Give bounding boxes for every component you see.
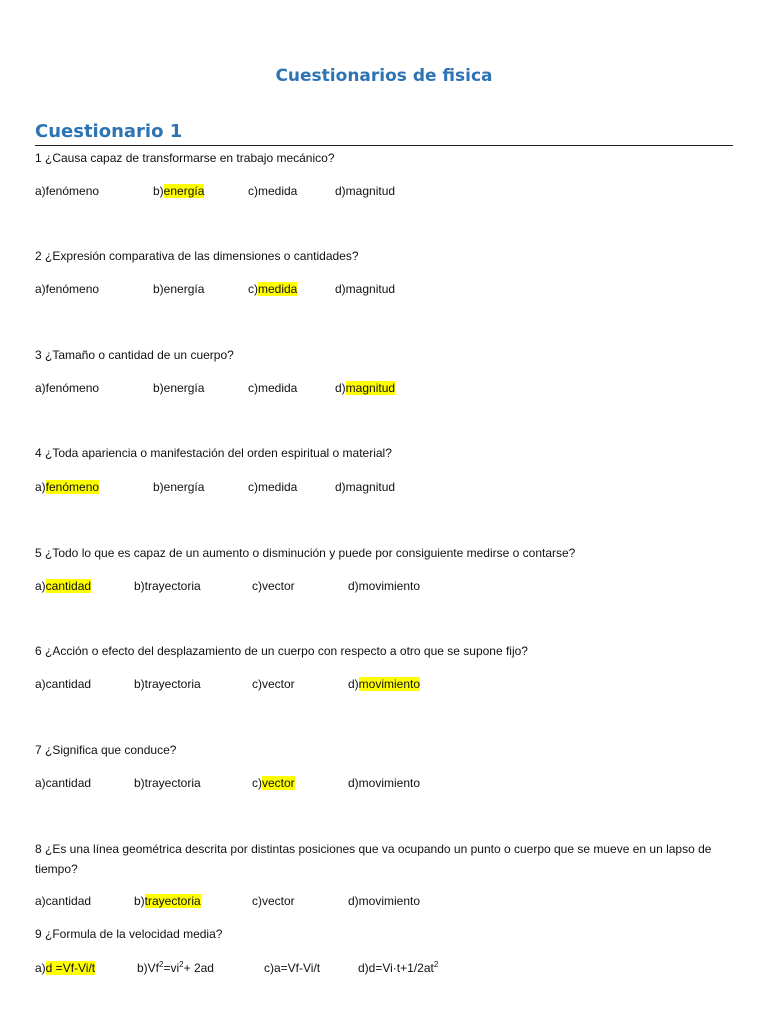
option-a[interactable]: a)cantidad [35,776,92,790]
question-6-options [0,674,768,694]
question-5-options [0,576,768,596]
highlighted-answer: magnitud [345,381,396,395]
option-b[interactable]: b)trayectoria [134,894,201,908]
option-d[interactable]: d)movimiento [348,677,421,691]
option-a[interactable]: a)d =Vf-Vi/t [35,961,96,975]
option-a[interactable]: a)cantidad [35,894,92,908]
option-c[interactable]: c)vector [252,579,295,593]
question-2-text: 2 ¿Expresión comparativa de las dimensiones o cantidades? [35,249,359,263]
option-a[interactable]: a)cantidad [35,677,92,691]
option-c[interactable]: c)medida [248,381,298,395]
option-a[interactable]: a)fenómeno [35,184,100,198]
highlighted-answer: medida [258,282,298,296]
option-b[interactable]: b)trayectoria [134,776,201,790]
question-6-text: 6 ¿Acción o efecto del desplazamiento de un cuerpo con respecto a otro que se supone fijo? [35,644,528,658]
option-a[interactable]: a)fenómeno [35,480,100,494]
document-title: Cuestionarios de fisica [275,66,493,86]
option-d[interactable]: d)movimiento [348,894,421,908]
option-c[interactable]: c)medida [248,184,298,198]
option-d[interactable]: d)magnitud [335,480,396,494]
question-3-text: 3 ¿Tamaño o cantidad de un cuerpo? [35,348,234,362]
option-c[interactable]: c)medida [248,480,298,494]
option-c[interactable]: c)medida [248,282,298,296]
option-b[interactable]: b)trayectoria [134,677,201,691]
question-1-options [0,181,768,201]
question-7-options [0,773,768,793]
option-a[interactable]: a)fenómeno [35,282,100,296]
highlighted-answer: fenómeno [45,480,100,494]
option-d[interactable]: d)magnitud [335,381,396,395]
question-1-text: 1 ¿Causa capaz de transformarse en trabajo mecánico? [35,151,335,165]
question-3-options [0,378,768,398]
option-b[interactable]: b)energía [153,282,205,296]
option-c[interactable]: c)vector [252,894,295,908]
question-9-options [0,958,768,978]
question-4-text: 4 ¿Toda apariencia o manifestación del orden espiritual o material? [35,446,392,460]
option-a[interactable]: a)fenómeno [35,381,100,395]
question-9-text: 9 ¿Formula de la velocidad media? [35,927,223,941]
question-8-text: 8 ¿Es una línea geométrica descrita por distintas posiciones que va ocupando un punto o cuerpo que se mueve en un lapso de tiempo? [35,842,712,876]
highlighted-answer: movimiento [358,677,421,691]
option-b[interactable]: b)energía [153,480,205,494]
option-b[interactable]: b)energía [153,381,205,395]
section-heading: Cuestionario 1 [35,121,733,146]
question-7-text: 7 ¿Significa que conduce? [35,743,177,757]
option-c[interactable]: c)vector [252,776,295,790]
option-d[interactable]: d)magnitud [335,184,396,198]
question-5-text: 5 ¿Todo lo que es capaz de un aumento o disminución y puede por consiguiente medirse o contarse? [35,546,576,560]
option-b[interactable]: b)trayectoria [134,579,201,593]
option-c[interactable]: c)a=Vf-Vi/t [264,961,321,975]
option-b[interactable]: $b)Vf^2=vi^2+ 2ad$ [137,960,214,975]
question-2-options [0,279,768,299]
highlighted-answer: vector [262,776,295,790]
option-d[interactable]: d)magnitud [335,282,396,296]
option-c[interactable]: c)vector [252,677,295,691]
option-d[interactable]: d)movimiento [348,776,421,790]
highlighted-answer: energía [163,184,205,198]
highlighted-answer: cantidad [45,579,92,593]
question-4-options [0,477,768,497]
highlighted-answer: d =Vf-Vi/t [45,961,96,975]
highlighted-answer: trayectoria [144,894,201,908]
option-a[interactable]: a)cantidad [35,579,92,593]
option-d[interactable]: $d)d=Vi\cdot t+1/2at^2$ [358,960,439,975]
option-b[interactable]: b)energía [153,184,205,198]
option-d[interactable]: d)movimiento [348,579,421,593]
question-8-options [0,891,768,911]
